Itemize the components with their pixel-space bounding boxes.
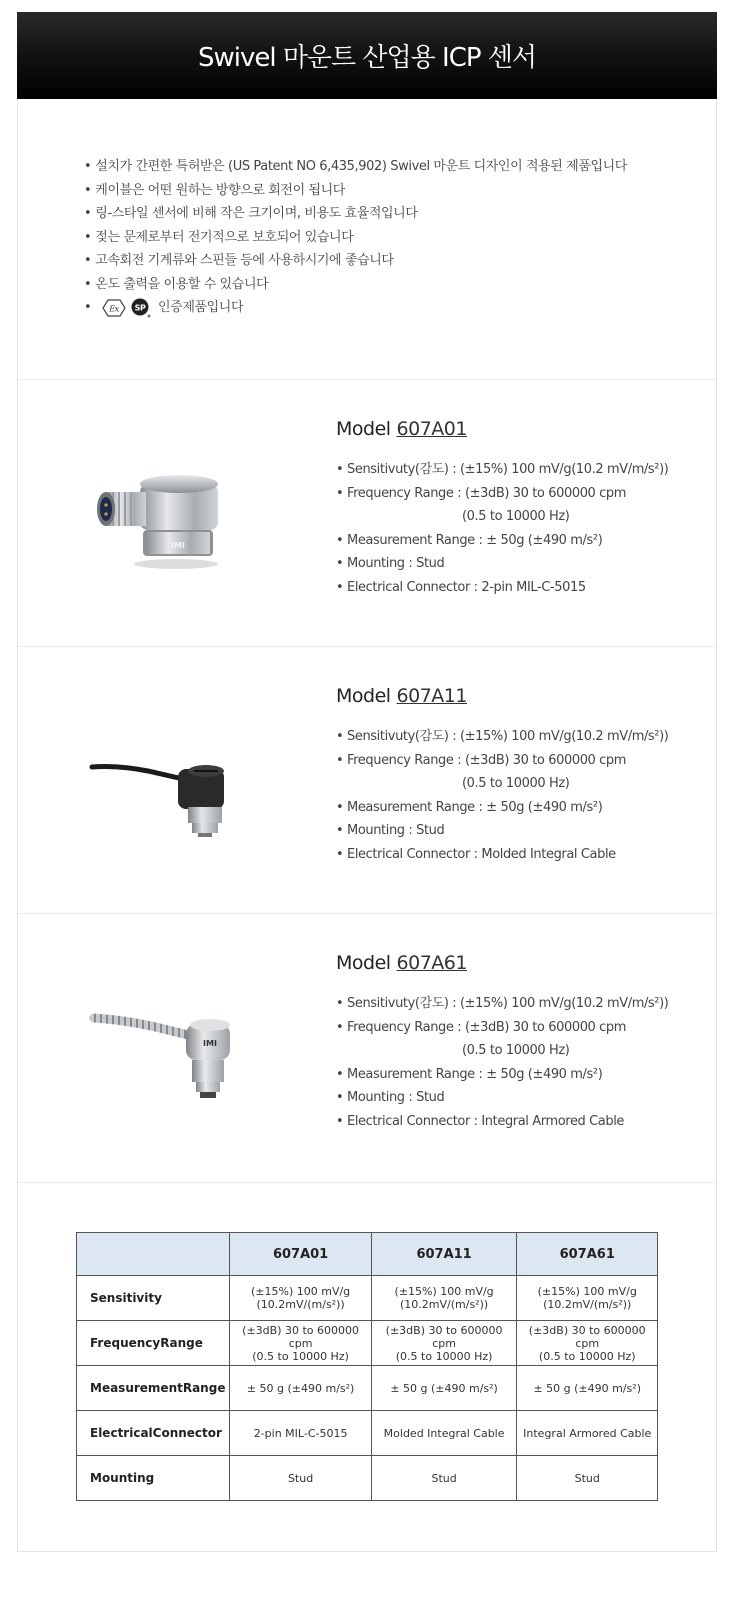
spec-connector: • Electrical Connector : Molded Integral Cable [336, 846, 616, 862]
model-title: Model 607A11 [336, 685, 467, 707]
table-row [77, 1366, 658, 1411]
section-divider [18, 1182, 716, 1183]
row-label: Sensitivity [77, 1276, 230, 1321]
table-cell: (±3dB) 30 to 600000 cpm (0.5 to 10000 Hz) [517, 1321, 658, 1366]
spec-list [336, 992, 668, 1133]
product-607A61 [18, 914, 716, 1180]
table-cell: Molded Integral Cable [371, 1411, 517, 1456]
feature-item: • 링-스타일 센서에 비해 작은 크기이며, 비용도 효율적입니다 [84, 206, 418, 221]
table-header-cell: 607A11 [371, 1233, 517, 1276]
model-number: 607A61 [396, 952, 467, 974]
table-row [77, 1276, 658, 1321]
page-header [17, 12, 717, 99]
feature-item: • 온도 출력을 이용할 수 있습니다 [84, 276, 269, 292]
sensor-607A01-image [88, 460, 248, 570]
table-header-cell: 607A61 [517, 1233, 658, 1276]
product-info [336, 418, 668, 599]
product-607A11 [18, 647, 716, 913]
spec-frequency: • Frequency Range : (±3dB) 30 to 600000 cpm [336, 752, 627, 768]
svg-text:Ex: Ex [109, 304, 119, 314]
feature-item: • 케이블은 어떤 원하는 방향으로 회전이 됩니다 [84, 182, 345, 198]
spec-sensitivity: • Sensitivuty(감도) : (±15%) 100 mV/g(10.2 mV/m/s²)) [336, 462, 669, 477]
spec-sensitivity: • Sensitivuty(감도) : (±15%) 100 mV/g(10.2 mV/m/s²)) [336, 996, 669, 1011]
table-cell: Stud [230, 1456, 371, 1501]
table-cell: (±3dB) 30 to 600000 cpm (0.5 to 10000 Hz) [371, 1321, 517, 1366]
spec-measurement: • Measurement Range : ± 50g (±490 m/s²) [336, 799, 603, 815]
spec-measurement: • Measurement Range : ± 50g (±490 m/s²) [336, 532, 603, 548]
table-cell: ± 50 g (±490 m/s²) [517, 1366, 658, 1411]
spec-mounting: • Mounting : Stud [336, 1090, 445, 1105]
table-cell: (±3dB) 30 to 600000 cpm (0.5 to 10000 Hz) [230, 1321, 371, 1366]
sensor-607A11-image [88, 727, 248, 837]
table-cell: ± 50 g (±490 m/s²) [230, 1366, 371, 1411]
comparison-table [76, 1232, 658, 1501]
spec-sensitivity: • Sensitivuty(감도) : (±15%) 100 mV/g(10.2 mV/m/s²)) [336, 729, 669, 744]
spec-frequency-hz: (0.5 to 10000 Hz) [462, 776, 570, 791]
table-row [77, 1321, 658, 1366]
certification-text: 인증제품입니다 [158, 300, 244, 315]
table-header-row [77, 1233, 658, 1276]
feature-item: • 고속회전 기계류와 스핀들 등에 사용하시기에 좋습니다 [84, 253, 394, 268]
row-label: MeasurementRange [77, 1366, 230, 1411]
spec-connector: • Electrical Connector : Integral Armored Cable [336, 1113, 625, 1129]
table-cell: Integral Armored Cable [517, 1411, 658, 1456]
spec-frequency-hz: (0.5 to 10000 Hz) [462, 509, 570, 524]
spec-connector: • Electrical Connector : 2-pin MIL-C-5015 [336, 579, 586, 595]
feature-item: • 젖는 문제로부터 전기적으로 보호되어 있습니다 [84, 229, 354, 245]
spec-frequency: • Frequency Range : (±3dB) 30 to 600000 cpm [336, 485, 627, 501]
spec-mounting: • Mounting : Stud [336, 823, 445, 838]
table-header-cell: 607A01 [230, 1233, 371, 1276]
table-cell: Stud [371, 1456, 517, 1501]
spec-list [336, 725, 668, 866]
table-cell: (±15%) 100 mV/g (10.2mV/(m/s²)) [230, 1276, 371, 1321]
table-cell: Stud [517, 1456, 658, 1501]
spec-frequency: • Frequency Range : (±3dB) 30 to 600000 cpm [336, 1019, 627, 1035]
svg-text:IMI: IMI [171, 541, 185, 550]
table-cell: (±15%) 100 mV/g (10.2mV/(m/s²)) [371, 1276, 517, 1321]
model-title: Model 607A01 [336, 418, 467, 440]
row-label: FrequencyRange [77, 1321, 230, 1366]
table-row [77, 1456, 658, 1501]
row-label: ElectricalConnector [77, 1411, 230, 1456]
table-cell: 2-pin MIL-C-5015 [230, 1411, 371, 1456]
spec-measurement: • Measurement Range : ± 50g (±490 m/s²) [336, 1066, 603, 1082]
spec-frequency-hz: (0.5 to 10000 Hz) [462, 1043, 570, 1058]
spec-mounting: • Mounting : Stud [336, 556, 445, 571]
table-cell: ± 50 g (±490 m/s²) [371, 1366, 517, 1411]
model-number: 607A01 [396, 418, 467, 440]
svg-text:IMI: IMI [203, 1039, 217, 1048]
table-row [77, 1411, 658, 1456]
svg-text:SP: SP [134, 303, 146, 313]
csa-certification-icon [130, 297, 152, 319]
product-info [336, 952, 668, 1133]
page-title: Swivel 마운트 산업용 ICP 센서 [197, 43, 537, 73]
feature-list [84, 155, 627, 320]
spec-list [336, 458, 668, 599]
sensor-607A61-image [88, 994, 248, 1104]
feature-item: • 설치가 간편한 특허받은 (US Patent NO 6,435,902) Swivel 마운트 디자인이 적용된 제품입니다 [84, 159, 627, 174]
feature-item-certification: • Ex SP 인증제품입니다 [84, 296, 627, 320]
product-607A01 [18, 380, 716, 646]
model-title: Model 607A61 [336, 952, 467, 974]
row-label: Mounting [77, 1456, 230, 1501]
model-number: 607A11 [396, 685, 467, 707]
atex-ex-icon [102, 299, 126, 317]
table-cell: (±15%) 100 mV/g (10.2mV/(m/s²)) [517, 1276, 658, 1321]
table-header-cell [77, 1233, 230, 1276]
product-info [336, 685, 668, 866]
